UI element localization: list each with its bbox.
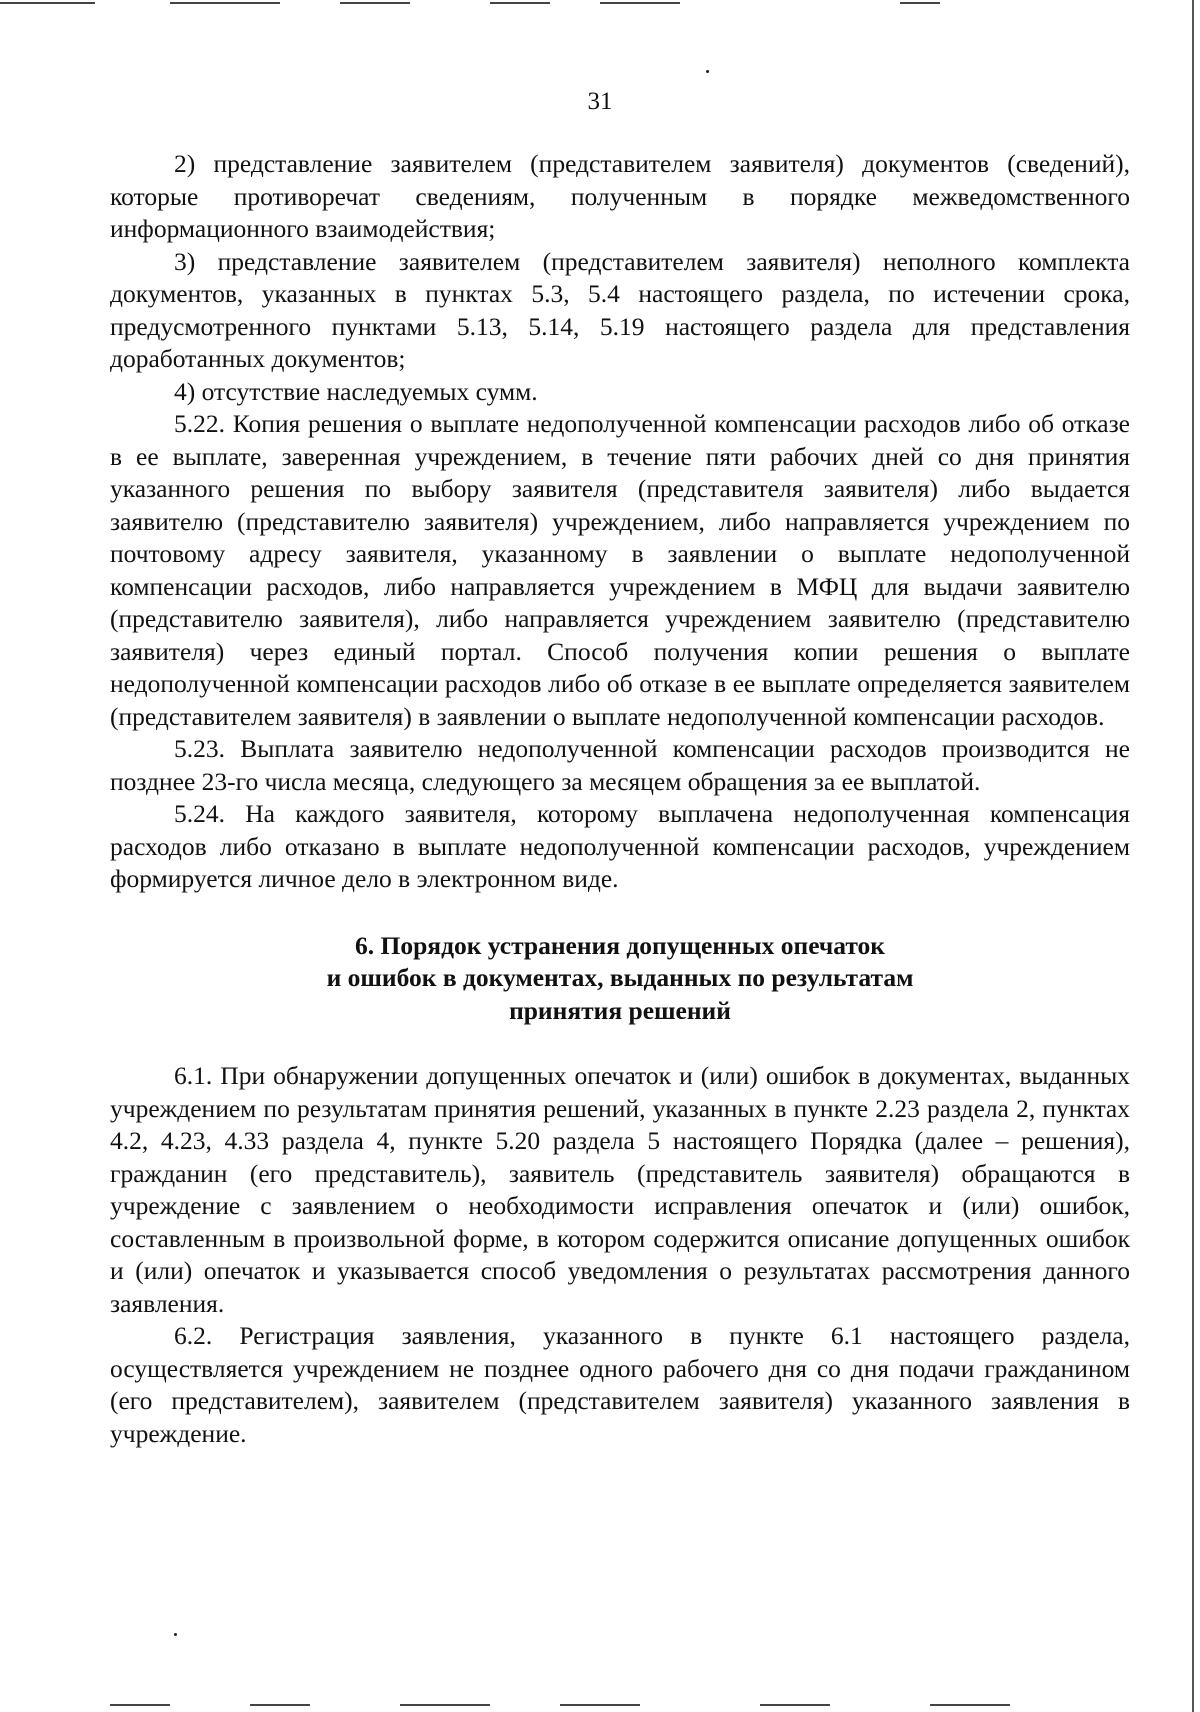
scan-edge-line (560, 1704, 640, 1706)
scan-edge-line (0, 2, 95, 4)
paragraph: 6.2. Регистрация заявления, указанного в пункте 6.1 настоящего раздела, осуществляется учреждением не позднее одного рабочего дня со дня подачи гражданином (его представителем), заявителем (представителем заявителя) указанного заявления в учреждение. (110, 1321, 1130, 1448)
scan-edge-line (490, 2, 550, 4)
scan-edge-line (900, 2, 940, 4)
scan-right-border (1192, 0, 1194, 1712)
scan-edge-line (110, 1704, 170, 1706)
document-body (110, 148, 1130, 1450)
section-heading-line: и ошибок в документах, выданных по результатам (326, 963, 914, 992)
scan-speck (174, 1633, 177, 1636)
scan-speck (706, 70, 709, 73)
paragraph: 6.1. При обнаружении допущенных опечаток и (или) ошибок в документах, выданных учреждением по результатам принятия решений, указанных в пункте 2.23 раздела 2, пунктах 4.2, 4.23, 4.33 раздела 4, пункте 5.20 раздела 5 настоящего Порядка (далее – решения), гражданин (его представитель), заявитель (представитель заявителя) обращаются в учреждение с заявлением о необходимости исправления опечаток и (или) ошибок, составленным в произвольной форме, в котором содержится описание допущенных ошибок и (или) опечаток и указывается способ уведомления о результатах рассмотрения данного заявления. (110, 1061, 1130, 1318)
scan-edge-line (170, 2, 280, 4)
scan-edge-line (760, 1704, 830, 1706)
paragraph: 5.22. Копия решения о выплате недополученной компенсации расходов либо об отказе в ее выплате, заверенная учреждением, в течение пяти рабочих дней со дня принятия указанного решения по выбору заявителя (представителя заявителя) либо выдается заявителю (представителю заявителя) учреждением, либо направляется учреждением по почтовому адресу заявителя, указанному в заявлении о выплате недополученной компенсации расходов, либо направляется учреждением в МФЦ для выдачи заявителю (представителю заявителя), либо направляется учреждением заявителю (представителю заявителя) через единый портал. Способ получения копии решения о выплате недополученной компенсации расходов либо об отказе в ее выплате определяется заявителем (представителем заявителя) в заявлении о выплате недополученной компенсации расходов. (110, 409, 1130, 731)
scan-edge-line (930, 1704, 1010, 1706)
section-heading (110, 930, 1130, 1028)
scan-edge-line (250, 1704, 310, 1706)
paragraph: 2) представление заявителем (представителем заявителя) документов (сведений), которые противоречат сведениям, полученным в порядке межведомственного информационного взаимодействия; (110, 149, 1130, 243)
paragraph: 5.23. Выплата заявителю недополученной компенсации расходов производится не позднее 23-го числа месяца, следующего за месяцем обращения за ее выплатой. (110, 734, 1130, 796)
scan-edge-line (400, 1704, 490, 1706)
section-heading-line: 6. Порядок устранения допущенных опечаток (355, 930, 885, 960)
scan-edge-line (600, 2, 680, 4)
paragraph: 5.24. На каждого заявителя, которому выплачена недополученная компенсация расходов либо отказано в выплате недополученной компенсации расходов, учреждением формируется личное дело в электронном виде. (110, 799, 1130, 893)
scan-edge-line (340, 2, 410, 4)
paragraph: 3) представление заявителем (представителем заявителя) неполного комплекта документов, указанных в пунктах 5.3, 5.4 настоящего раздела, по истечении срока, предусмотренного пунктами 5.13, 5.14, 5.19 настоящего раздела для представления доработанных документов; (110, 246, 1130, 373)
section-heading-line: принятия решений (509, 995, 731, 1025)
page-number: 31 (587, 88, 613, 115)
paragraph: 4) отсутствие наследуемых сумм. (174, 376, 538, 406)
